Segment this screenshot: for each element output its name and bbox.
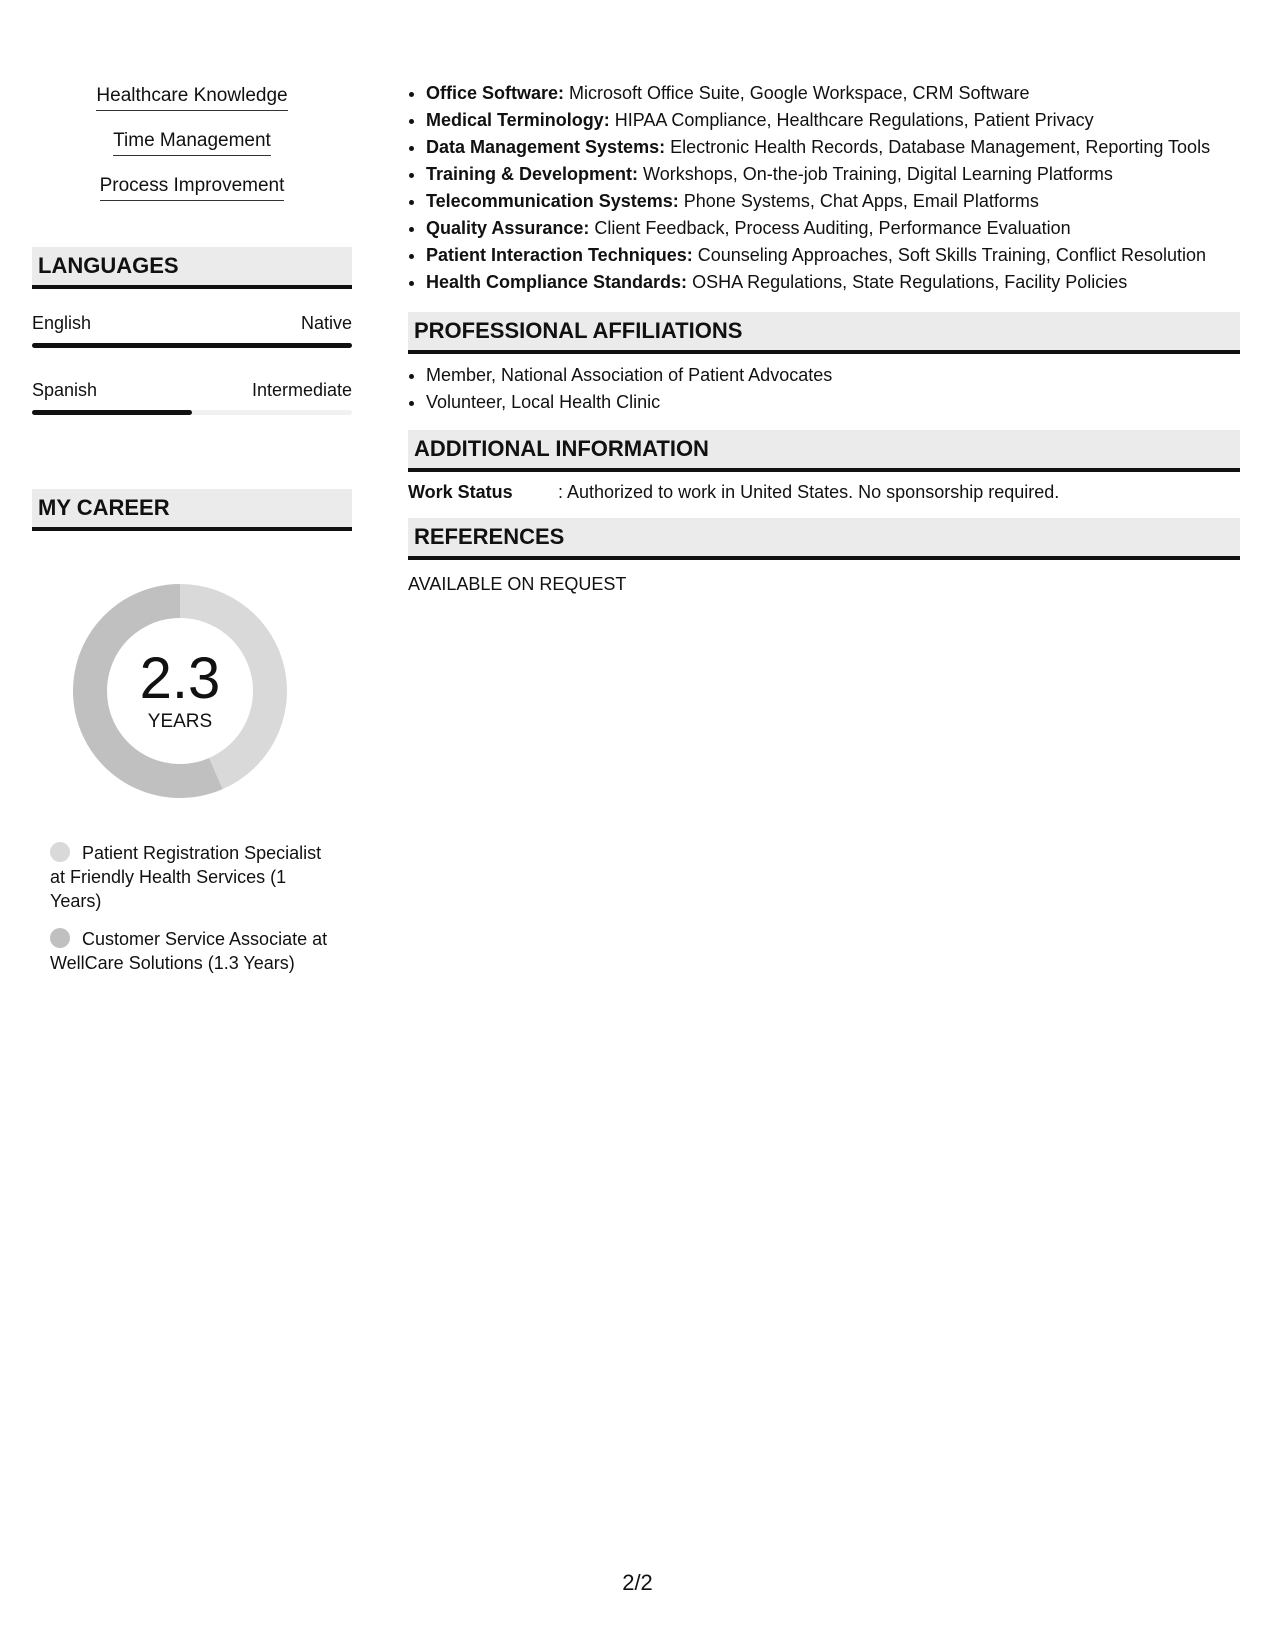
career-heading: MY CAREER [32,489,352,531]
language-bar-fill [32,410,192,415]
skill-text: Electronic Health Records, Database Management, Reporting Tools [670,137,1211,157]
page-number: 2/2 [622,1570,653,1595]
skill-item: Time Management [113,129,271,156]
skill-text: Workshops, On-the-job Training, Digital Learning Platforms [643,164,1113,184]
legend-item [50,927,340,975]
technical-skill-item [426,242,1240,269]
right-column [408,80,1240,596]
language-row [32,311,352,335]
language-level: Intermediate [251,380,352,400]
technical-skills-list [408,80,1240,296]
legend-dot [50,928,70,948]
skill-item: Healthcare Knowledge [96,84,287,111]
affiliation-item: • Volunteer, Local Health Clinic [426,389,1240,416]
language-name: English [32,313,92,333]
skill-label: Data Management Systems: [426,137,666,157]
skill-label: Office Software: [426,83,565,103]
technical-skill-item [426,269,1240,296]
career-total-years: 2.3 [139,646,221,711]
skill-text: Counseling Approaches, Soft Skills Training, Conflict Resolution [697,245,1207,265]
language-level: Native [300,313,352,333]
skill-label: Health Compliance Standards: [426,272,688,292]
skill-item: Process Improvement [100,174,285,201]
legend-dot [50,842,70,862]
references-heading: REFERENCES [408,518,1240,560]
legend-text: Patient Registration Specialist at Friendly Health Services (1 Years) [50,843,322,911]
work-status-label: Work Status [408,482,513,502]
language-bar [32,343,352,348]
skill-text: Phone Systems, Chat Apps, Email Platforms [683,191,1039,211]
skills-list [32,84,352,219]
technical-skill-item [426,134,1240,161]
languages-heading: LANGUAGES [32,247,352,289]
language-row [32,378,352,402]
language-bar-fill [32,343,352,348]
references-text: AVAILABLE ON REQUEST [408,574,627,594]
career-total-unit: YEARS [147,711,213,732]
technical-skill-item [426,215,1240,242]
skill-label: Medical Terminology: [426,110,610,130]
languages-list [32,311,352,415]
affiliations-list [408,362,1240,416]
technical-skill-item [426,80,1240,107]
skill-label: Quality Assurance: [426,218,590,238]
work-status-value: : Authorized to work in United States. No sponsorship required. [558,482,1060,502]
technical-skill-item [426,107,1240,134]
career-legend [50,841,340,975]
left-column [32,84,352,989]
donut-center [60,571,300,811]
career-donut-chart [60,571,300,811]
skill-label: Telecommunication Systems: [426,191,679,211]
legend-item [50,841,340,913]
skill-text: Microsoft Office Suite, Google Workspace, CRM Software [569,83,1030,103]
skill-label: Training & Development: [426,164,639,184]
skill-text: Client Feedback, Process Auditing, Performance Evaluation [594,218,1071,238]
technical-skill-item [426,188,1240,215]
language-name: Spanish [32,380,98,400]
legend-text: Customer Service Associate at WellCare Solutions (1.3 Years) [50,929,328,973]
skill-text: HIPAA Compliance, Healthcare Regulations, Patient Privacy [614,110,1094,130]
skill-text: OSHA Regulations, State Regulations, Facility Policies [692,272,1128,292]
affiliations-heading: PROFESSIONAL AFFILIATIONS [408,312,1240,354]
additional-info-heading: ADDITIONAL INFORMATION [408,430,1240,472]
affiliation-item: • Member, National Association of Patient Advocates [426,362,1240,389]
skill-label: Patient Interaction Techniques: [426,245,693,265]
technical-skill-item [426,161,1240,188]
work-status-row [408,480,1240,504]
language-bar [32,410,352,415]
